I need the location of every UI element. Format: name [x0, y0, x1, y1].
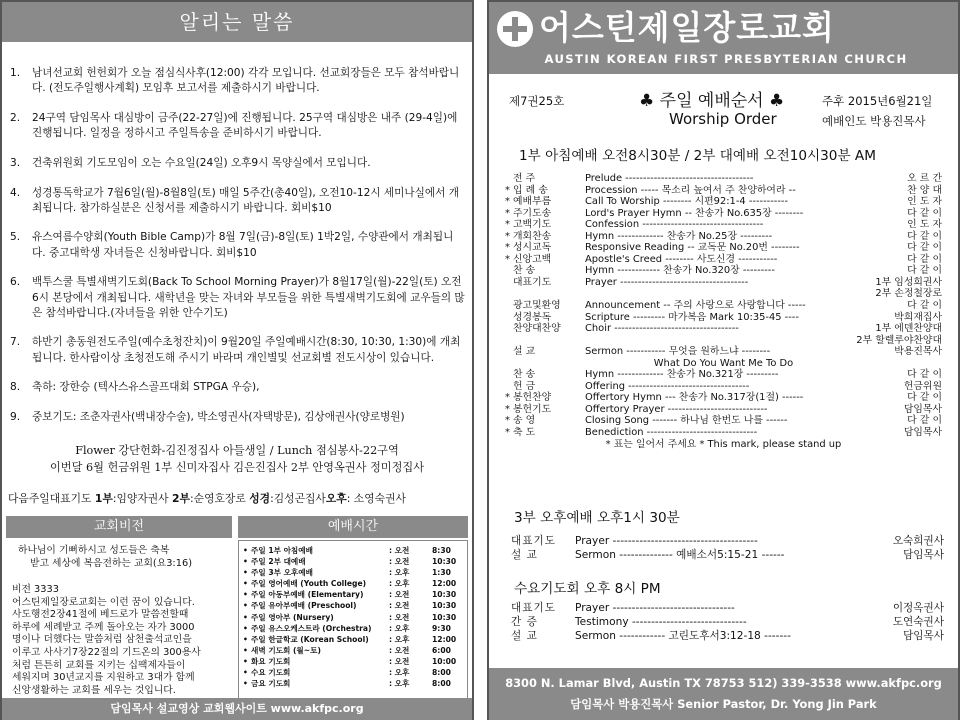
- worship-time-ampm: : 오전: [389, 645, 410, 655]
- order-item-person: 담임목사: [903, 427, 942, 439]
- service-date: 주후 2015년6월21일: [822, 94, 933, 108]
- stand-mark: *: [505, 403, 510, 415]
- order-row: [489, 534, 958, 548]
- stand-mark: *: [505, 253, 510, 265]
- order-item-name: 찬양대찬양: [513, 323, 561, 335]
- order-row: [489, 242, 958, 254]
- church-name-english: AUSTIN KOREAN FIRST PRESBYTERIAN CHURCH: [544, 52, 908, 66]
- worship-time-time: 10:30: [432, 590, 457, 600]
- order-item-desc: Call To Worship -------- 시편92:1-4 -----------: [585, 196, 789, 208]
- order-item-name: 설 교: [511, 549, 538, 562]
- order-item-desc: Testimony ------------------------------: [575, 616, 747, 629]
- order-item-person: 인 도 자: [907, 196, 942, 208]
- order-item-desc: Sermon ----------- 무엇을 원하느냐 --------: [585, 346, 771, 358]
- bullet-icon: •: [243, 590, 248, 600]
- order-item-person: 박희재집사: [894, 311, 942, 323]
- stand-mark: *: [505, 242, 510, 254]
- worship-time-ampm: : 오전: [389, 601, 410, 611]
- order-item-person: 1부 에덴찬양대: [875, 323, 942, 335]
- worship-time-name: 주일 2부 대예배: [251, 557, 306, 567]
- stand-mark: *: [505, 207, 510, 219]
- vision-line: 어스틴제일장로교회는 이런 꿈이 있습니다.: [12, 596, 195, 608]
- worship-time-name: 주일 영어예배 (Youth College): [251, 579, 367, 589]
- worship-times-table: [238, 540, 468, 708]
- announcement-text: 중보기도: 조춘자권사(백내장수술), 박소영권사(자택방문), 김상애권사(양로병원): [32, 411, 405, 424]
- order-item-desc: Prelude ------------------------------------: [585, 173, 754, 184]
- order-row: [489, 548, 958, 562]
- order-row: [489, 601, 958, 615]
- order-item-name: 찬 송: [513, 369, 536, 381]
- worship-time-name: 주일 유아부예배 (Preschool): [251, 601, 357, 611]
- worship-times-header: 예배시간: [238, 516, 468, 538]
- volume-number: 제7권25호: [509, 94, 565, 108]
- worship-time-ampm: : 오후: [389, 623, 410, 633]
- worship-time-time: 12:00: [432, 579, 457, 589]
- order-item-name: 축 도: [513, 427, 536, 439]
- order-row: [489, 208, 958, 220]
- order-item-person: 다 같 이: [907, 230, 942, 242]
- announcement-number: 4.: [10, 186, 21, 199]
- service1-order: [489, 173, 958, 450]
- next-week-prayer: [8, 491, 468, 506]
- announcement-number: 1.: [10, 67, 21, 79]
- order-item-name: 광고및환영: [513, 300, 561, 312]
- order-item-person: 다 같 이: [907, 415, 942, 427]
- right-footer: [489, 668, 958, 720]
- order-item-person: 2부 할렐루야찬양대: [856, 334, 942, 346]
- order-row: [489, 300, 958, 312]
- church-header: [489, 2, 958, 74]
- worship-time-ampm: : 오후: [389, 668, 410, 678]
- bullet-icon: •: [243, 656, 248, 666]
- bullet-icon: •: [243, 679, 248, 689]
- order-item-name: 봉헌찬양: [513, 392, 552, 404]
- stand-mark: *: [505, 392, 510, 404]
- order-row: [489, 439, 958, 451]
- order-item-desc: Sermon ------------ 고린도후서3:12-18 -------: [575, 630, 791, 643]
- announcement-item: [10, 230, 465, 260]
- order-row: [489, 288, 958, 300]
- order-item-person: 다 같 이: [907, 300, 942, 312]
- order-item-name: 개회찬송: [513, 230, 552, 242]
- announcement-item: [10, 186, 465, 216]
- order-item-desc: Offering ----------------------------------: [585, 380, 750, 392]
- order-item-desc: Prayer --------------------------------: [575, 602, 735, 614]
- order-item-name: 입 례 송: [513, 184, 548, 196]
- next-week-part: 오후: [325, 492, 347, 505]
- bullet-icon: •: [243, 579, 248, 589]
- bullet-icon: •: [243, 645, 248, 655]
- order-item-desc: Scripture --------- 마가복음 Mark 10:35-45 ----: [585, 311, 799, 323]
- worship-time-name: 주일 유스오케스트라 (Orchestra): [251, 623, 372, 633]
- worship-time-time: 9:30: [432, 623, 451, 633]
- stand-mark: *: [505, 230, 510, 242]
- church-name: 어스틴제일장로교회: [539, 8, 835, 47]
- bullet-icon: •: [243, 557, 248, 567]
- order-item-name: 봉헌기도: [513, 403, 552, 415]
- order-item-person: 담임목사: [903, 630, 944, 643]
- announcement-number: 8.: [10, 381, 21, 394]
- order-row: [489, 358, 958, 370]
- order-item-name: 대표기도: [511, 535, 556, 547]
- worship-time-time: 10:00: [432, 656, 457, 666]
- order-item-desc: Hymn ------------- 찬송가 No.25장 ---------: [585, 230, 773, 242]
- announcement-text: 남녀선교회 헌헌회가 오늘 점심식사후(12:00) 각각 모입니다. 선교회장들은 모두 참석바랍니다. (전도주일행사계획) 모임후 보고서를 제출하시기 바랍니다.: [32, 67, 460, 95]
- order-row: [489, 173, 958, 185]
- vision-header: 교회비전: [6, 516, 232, 538]
- worship-time-time: 8:30: [432, 546, 451, 555]
- order-item-desc: Responsive Reading -- 교독문 No.20번 --------: [585, 242, 800, 254]
- order-row: [489, 185, 958, 197]
- announcement-item: [10, 156, 465, 171]
- worship-time-time: 8:00: [432, 668, 451, 678]
- worship-order-title: ♣ 주일 예배순서 ♣: [639, 91, 785, 111]
- order-row: [489, 219, 958, 231]
- order-item-desc: Hymn ------------- 찬송가 No.321장 ---------: [585, 369, 779, 381]
- order-item-name: 찬 송: [513, 265, 536, 277]
- announcement-item: [10, 410, 465, 425]
- order-item-name: 고백기도: [513, 219, 552, 231]
- worship-time-ampm: : 오후: [389, 679, 410, 689]
- worship-time-time: 6:00: [432, 645, 451, 655]
- announcement-text: 하반기 총동원전도주일(예수초청잔치)이 9월20일 주일예배시간(8:30, 10:30, 1:30)에 개최됩니다. 한사람이상 초청전도해 주시기 바라며 개인별및 선교회별 전도시상이 있습니다.: [32, 336, 461, 364]
- order-row: [489, 392, 958, 404]
- worship-time-ampm: : 오후: [389, 634, 410, 644]
- order-row: [489, 254, 958, 266]
- order-row: [489, 381, 958, 393]
- worship-time-time: 10:30: [432, 557, 457, 567]
- announcement-number: 6.: [10, 276, 21, 289]
- worship-time-row: [239, 578, 467, 589]
- order-item-name: 신앙고백: [513, 253, 552, 265]
- order-row: [489, 346, 958, 358]
- order-item-desc: Sermon -------------- 예배소서5:15-21 ------: [575, 549, 785, 562]
- worship-time-ampm: : 오후: [389, 579, 410, 589]
- next-week-part: 2부: [172, 492, 190, 505]
- senior-pastor: 담임목사 박용진목사 Senior Pastor, Dr. Yong Jin Park: [570, 697, 877, 711]
- worship-order-page: [487, 0, 960, 720]
- order-item-name: 전 주: [513, 173, 536, 184]
- worship-time-row: [239, 600, 467, 611]
- order-item-person: 박용진목사: [894, 346, 942, 358]
- worship-time-row: [239, 667, 467, 678]
- order-item-desc: Prayer --------------------------------------: [575, 535, 758, 547]
- worship-time-name: 주일 3부 오후예배: [251, 568, 313, 578]
- announcements-list: [10, 66, 465, 440]
- order-item-name: 설 교: [511, 630, 538, 643]
- wednesday-prayer-order: [489, 601, 958, 644]
- announcement-number: 7.: [10, 336, 21, 349]
- vision-line: 처럼 튼튼히 교회를 지키는 십팩제자들이: [12, 659, 186, 671]
- vision-line: 명이나 더했다는 말씀처럼 삼천출석교인을: [12, 634, 192, 646]
- worship-time-time: 12:00: [432, 634, 457, 644]
- order-item-desc: Apostle's Creed -------- 사도신경 -----------: [585, 253, 778, 265]
- vision-line: 이루고 사사기7장22절의 기드온의 300용사: [12, 646, 201, 658]
- worship-time-time: 8:00: [432, 679, 451, 689]
- order-row: [489, 312, 958, 324]
- order-row: [489, 231, 958, 243]
- vision-quote: [6, 540, 232, 570]
- worship-time-name: 주일 아동부예배 (Elementary): [251, 590, 364, 600]
- order-row: [489, 404, 958, 416]
- order-item-person: 다 같 이: [907, 369, 942, 381]
- vision-quote-line: 하나님이 기뻐하시고 성도들은 축복: [18, 545, 170, 556]
- left-footer: 담임목사 설교영상 교회웹사이트 www.akfpc.org: [2, 698, 472, 720]
- worship-time-ampm: : 오전: [389, 557, 410, 567]
- order-item-desc: Procession ----- 목소리 높여서 주 찬양하여라 --: [585, 184, 796, 196]
- worship-time-row: [239, 545, 467, 556]
- order-item-person: 헌금위원: [903, 380, 942, 392]
- order-item-name: 대표기도: [511, 602, 556, 614]
- order-item-name: 성경봉독: [513, 311, 552, 323]
- next-week-part: 1부: [94, 492, 113, 505]
- announcement-item: [10, 275, 465, 321]
- worship-time-name: 주일 1부 아침예배: [251, 546, 313, 555]
- order-item-desc: Benediction -------------------------------: [585, 427, 758, 439]
- worship-time-row: [239, 623, 467, 634]
- next-week-part: 다음주일대표기도: [8, 492, 95, 505]
- announcement-text: 성경통독학교가 7월6일(월)-8월8일(토) 매일 5주간(총40일), 오전10-12시 세미나실에서 개최됩니다. 참가하실분은 신청서를 제출하시기 바랍니다. 회비$10: [32, 186, 459, 214]
- service-leader: 예배인도 박용진목사: [822, 114, 926, 128]
- order-row: [489, 277, 958, 289]
- worship-time-time: 10:30: [432, 601, 457, 611]
- order-row: [489, 323, 958, 335]
- order-item-person: 오 르 간: [907, 173, 942, 184]
- next-week-part: :순영호장로: [190, 492, 250, 505]
- announcement-item: [10, 66, 465, 96]
- worship-time-name: 새벽 기도회 (월~토): [251, 645, 321, 655]
- announcement-number: 5.: [10, 231, 21, 244]
- worship-time-time: 10:30: [432, 612, 457, 622]
- vision-body: [12, 584, 230, 697]
- bullet-icon: •: [243, 601, 248, 611]
- order-item-desc: Offertory Prayer ----------------------------: [585, 403, 768, 415]
- order-row: [489, 427, 958, 439]
- worship-time-ampm: : 오전: [389, 656, 410, 666]
- announcements-header: 알리는 말씀: [2, 2, 472, 42]
- order-row: [489, 196, 958, 208]
- worship-time-row: [239, 645, 467, 656]
- next-week-part: 성경: [249, 492, 271, 505]
- service1-title: 1부 아침예배 오전8시30분 / 2부 대예배 오전10시30분 AM: [519, 148, 876, 164]
- order-row: [489, 335, 958, 347]
- order-item-desc: What Do You Want Me To Do: [653, 357, 794, 369]
- order-item-desc: * 표는 일어서 주세요 * This mark, please stand up: [605, 438, 842, 450]
- order-item-desc: Confession ----------------------------------: [585, 219, 764, 231]
- worship-time-ampm: : 오후: [389, 568, 410, 578]
- worship-time-ampm: : 오전: [389, 612, 410, 622]
- worship-time-row: [239, 612, 467, 623]
- worship-time-row: [239, 556, 467, 567]
- order-item-person: 다 같 이: [907, 392, 942, 404]
- announcement-item: [10, 335, 465, 365]
- bullet-icon: •: [243, 623, 248, 633]
- service3-order: [489, 534, 958, 562]
- flower-lunch-info: [2, 442, 472, 476]
- worship-time-row: [239, 634, 467, 645]
- order-item-person: 다 같 이: [907, 242, 942, 254]
- flower-line: Flower 강단헌화-김진정집사 아들생일 / Lunch 점심봉사-22구역: [75, 444, 399, 457]
- vision-line: 사도행전2장41절에 베드로가 말씀전할때: [12, 609, 189, 621]
- order-row: [489, 265, 958, 277]
- order-item-name: 설 교: [513, 346, 536, 358]
- worship-time-row: [239, 678, 467, 689]
- worship-time-name: 주일 한글학교 (Korean School): [251, 634, 369, 644]
- worship-time-name: 화요 기도회: [251, 656, 291, 666]
- order-item-person: 도연숙권사: [892, 616, 944, 629]
- vision-box: [6, 540, 232, 708]
- vision-line: 하루에 세례받고 주께 돌아오는 자가 3000: [12, 621, 195, 633]
- order-item-name: 대표기도: [513, 276, 552, 288]
- next-week-part: :김성곤집사: [270, 492, 326, 505]
- order-item-desc: Choir -----------------------------------: [585, 323, 739, 335]
- announcement-number: 9.: [10, 411, 21, 424]
- order-item-name: 헌 금: [513, 380, 536, 392]
- cross-logo-icon: [497, 11, 533, 47]
- order-row: [489, 369, 958, 381]
- order-item-person: 담임목사: [903, 403, 942, 415]
- order-row: [489, 629, 958, 643]
- worship-time-row: [239, 589, 467, 600]
- announcement-text: 축하: 장한승 (텍사스유스골프대회 STPGA 우승),: [32, 381, 260, 394]
- vision-line: 비전 3333: [12, 584, 59, 595]
- order-row: [489, 415, 958, 427]
- bullet-icon: •: [243, 568, 248, 578]
- service3-title: 3부 오후예배 오후1시 30분: [514, 510, 680, 526]
- worship-time-name: 주일 영아부 (Nursery): [251, 612, 334, 622]
- next-week-part: :임양자권사: [112, 492, 173, 505]
- vision-and-times: [2, 514, 472, 720]
- order-item-desc: Announcement -- 주의 사랑으로 사랑합니다 -----: [585, 300, 806, 312]
- announcement-number: 3.: [10, 156, 21, 169]
- worship-time-row: [239, 567, 467, 578]
- announcement-number: 2.: [10, 111, 21, 124]
- order-item-person: 오숙희권사: [892, 535, 944, 547]
- order-item-name: 주기도송: [513, 207, 552, 219]
- worship-time-ampm: : 오전: [389, 546, 410, 555]
- order-item-desc: Closing Song ------- 하나님 한번도 나를 ------: [585, 415, 788, 427]
- worship-time-ampm: : 오전: [389, 590, 410, 600]
- order-item-person: 2부 손정철장로: [875, 288, 942, 300]
- order-item-person: 1부 임성희권사: [875, 276, 942, 288]
- order-item-desc: Prayer ------------------------------------: [585, 276, 749, 288]
- vision-line: 신앙생활하는 교회를 세우는 것입니다.: [12, 684, 176, 696]
- announcement-item: [10, 380, 465, 395]
- bullet-icon: •: [243, 668, 248, 678]
- order-item-desc: Offertory Hymn --- 찬송가 No.317장(1절) ------: [585, 392, 804, 404]
- order-item-person: 다 같 이: [907, 207, 942, 219]
- order-item-person: 담임목사: [903, 549, 944, 562]
- announcement-text: 유스여름수양회(Youth Bible Camp)가 8월 7일(금)-8일(토) 1박2일, 수양관에서 개최됩니다. 중고대학생 자녀들은 신청바랍니다. 회비$10: [32, 231, 454, 259]
- wednesday-prayer-title: 수요기도회 오후 8시 PM: [514, 581, 661, 597]
- order-item-name: 송 영: [513, 415, 536, 427]
- order-item-person: 다 같 이: [907, 265, 942, 277]
- announcement-text: 건축위원회 기도모임이 오는 수요일(24일) 오후9시 목양실에서 모입니다.: [32, 156, 371, 169]
- order-item-person: 인 도 자: [907, 219, 942, 231]
- stand-mark: *: [505, 219, 510, 231]
- worship-time-name: 수요 기도회: [251, 668, 291, 678]
- announcement-text: 24구역 담임목사 대심방이 금주(22-27일)에 진행됩니다. 25구역 대심방은 내주 (29-4일)에 진행됩니다. 일정을 정하시고 주일특송을 준비하시기 바랍니다.: [32, 111, 458, 140]
- worship-order-title-english: Worship Order: [669, 110, 777, 128]
- vision-line: 세워지며 30년교지를 지원하고 3대가 함께: [12, 672, 195, 684]
- church-address: 8300 N. Lamar Blvd, Austin TX 78753 512) 339-3538 www.akfpc.org: [505, 676, 942, 690]
- next-week-part: : 소영숙권사: [346, 492, 406, 505]
- order-item-desc: Hymn ------------ 찬송가 No.320장 ---------: [585, 265, 775, 277]
- stand-mark: *: [505, 415, 510, 427]
- worship-time-time: 1:30: [432, 568, 451, 578]
- stand-mark: *: [505, 427, 510, 439]
- bullet-icon: •: [243, 634, 248, 644]
- bullet-icon: •: [243, 612, 248, 622]
- order-item-person: 이정옥권사: [892, 602, 944, 614]
- order-item-desc: Lord's Prayer Hymn -- 찬송가 No.635장 --------: [585, 207, 804, 219]
- worship-time-row: [239, 656, 467, 667]
- order-item-person: 다 같 이: [907, 253, 942, 265]
- stand-mark: *: [505, 196, 510, 208]
- order-item-person: 찬 양 대: [907, 184, 942, 196]
- announcement-item: [10, 111, 465, 141]
- vision-quote-line: 받고 세상에 복음전하는 교회(요3:16): [30, 558, 193, 569]
- bullet-icon: •: [243, 546, 248, 555]
- order-row: [489, 615, 958, 629]
- announcements-page: [0, 0, 474, 720]
- announcement-text: 백투스쿨 특별새벽기도회(Back To School Morning Prayer)가 8월17일(월)-22일(토) 오전6시 본당에서 개최됩니다. 새학년을 맞는 자녀와 부모들을 위한 특별새벽기도회에 교우들의 많은 참석바랍니다.(자녀들을 위한 안수기도): [32, 276, 465, 319]
- worship-time-name: 금요 기도회: [251, 679, 291, 689]
- stand-mark: *: [505, 184, 510, 196]
- order-item-name: 간 증: [511, 616, 538, 629]
- order-item-name: 예배부름: [513, 196, 552, 208]
- order-item-name: 성시교독: [513, 242, 552, 254]
- offering-committee-line: 이번달 6월 헌금위원 1부 신미자집사 김은진집사 2부 안영옥권사 정미정집사: [49, 461, 425, 474]
